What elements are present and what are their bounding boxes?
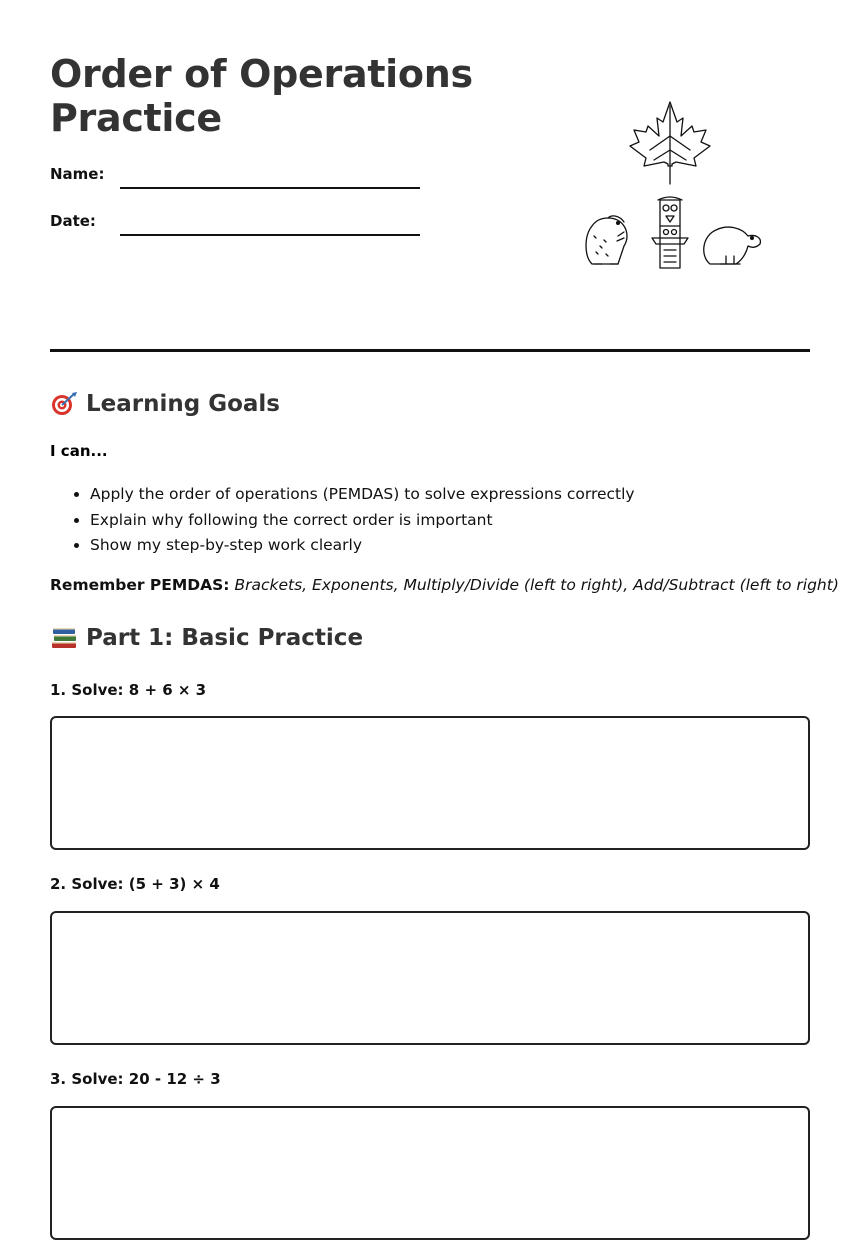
title-line-1: Order of Operations bbox=[50, 52, 473, 96]
pemdas-label: Remember PEMDAS: bbox=[50, 576, 230, 594]
part1-heading-text: Part 1: Basic Practice bbox=[86, 625, 364, 651]
groundhog-icon bbox=[586, 216, 627, 264]
question-2-answer-box[interactable] bbox=[50, 911, 810, 1045]
part1-heading bbox=[50, 624, 363, 651]
pemdas-reminder bbox=[50, 576, 839, 594]
canadian-illustration bbox=[580, 96, 780, 276]
totem-pole-icon bbox=[652, 197, 688, 268]
date-label: Date: bbox=[50, 212, 96, 230]
worksheet-header bbox=[50, 0, 810, 352]
question-2-prompt: 2. Solve: (5 + 3) × 4 bbox=[50, 875, 220, 893]
question-3-answer-box[interactable] bbox=[50, 1106, 810, 1240]
name-write-line bbox=[120, 187, 420, 189]
worksheet-title bbox=[50, 52, 473, 140]
title-line-2: Practice bbox=[50, 96, 222, 140]
maple-leaf-icon bbox=[630, 102, 710, 184]
beaver-icon bbox=[704, 227, 761, 264]
goal-item: • Explain why following the correct order is important bbox=[90, 508, 635, 534]
goal-item: • Apply the order of operations (PEMDAS) to solve expressions correctly bbox=[90, 482, 635, 508]
goal-item: • Show my step-by-step work clearly bbox=[90, 533, 635, 559]
pemdas-text: Brackets, Exponents, Multiply/Divide (left to right), Add/Subtract (left to right) bbox=[234, 576, 839, 594]
question-1-answer-box[interactable] bbox=[50, 716, 810, 850]
i-can-label: I can... bbox=[50, 442, 108, 460]
books-icon bbox=[50, 624, 78, 650]
worksheet-page bbox=[50, 0, 839, 1088]
learning-goals-heading-text: Learning Goals bbox=[86, 391, 280, 417]
question-3-prompt: 3. Solve: 20 - 12 ÷ 3 bbox=[50, 1070, 221, 1088]
learning-goals-heading bbox=[50, 390, 280, 417]
target-dart-icon bbox=[50, 390, 78, 416]
date-write-line bbox=[120, 234, 420, 236]
learning-goals-list bbox=[50, 482, 635, 559]
question-1-prompt: 1. Solve: 8 + 6 × 3 bbox=[50, 681, 207, 699]
name-label: Name: bbox=[50, 165, 105, 183]
